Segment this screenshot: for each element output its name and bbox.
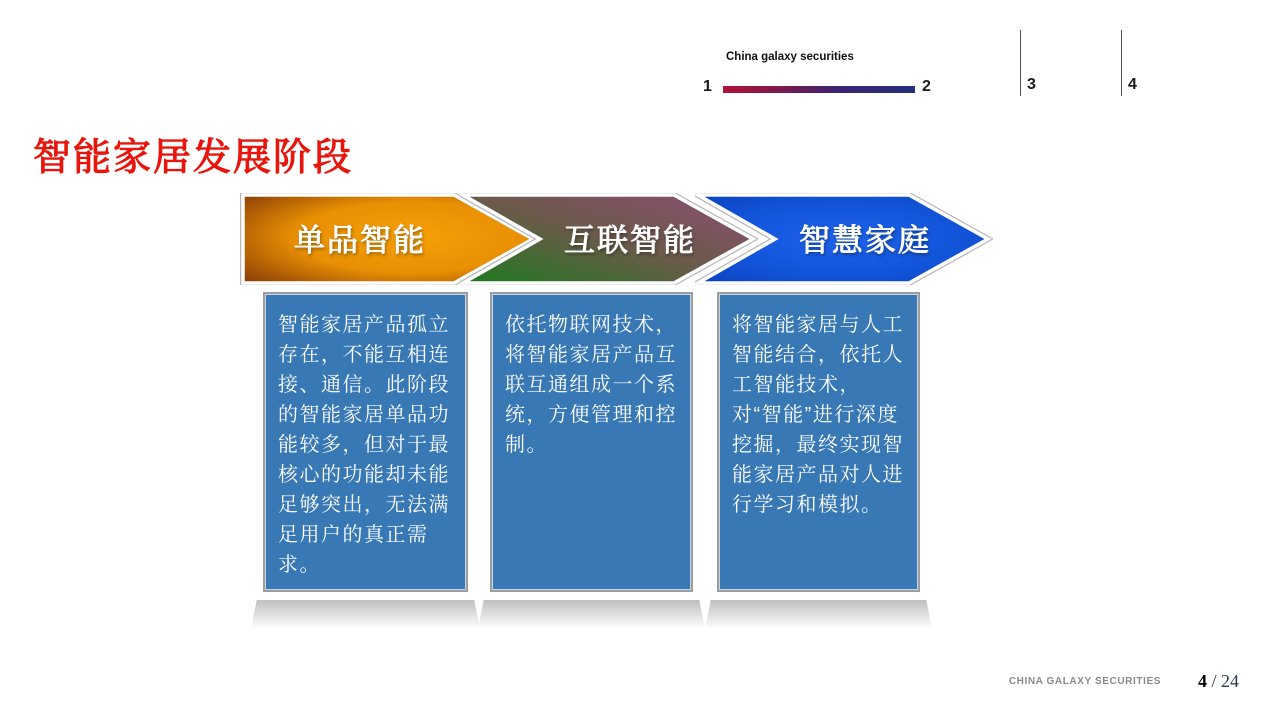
page-number [1198,671,1239,692]
footer-company: CHINA GALAXY SECURITIES [1008,676,1161,687]
stage-description-2: 依托物联网技术，将智能家居产品互联互通组成一个系统，方便管理和控制。 [490,292,693,592]
header-gradient-bar [723,86,915,93]
header-divider-line [1121,30,1122,96]
stage-description-1: 智能家居产品孤立存在，不能互相连接、通信。此阶段的智能家居单品功能较多，但对于最核心的功能却未能足够突出，无法满足用户的真正需求。 [263,292,468,592]
box-shadow-1 [251,600,480,629]
stage-description-3: 将智能家居与人工智能结合，依托人工智能技术，对“智能”进行深度挖掘，最终实现智能家居产品对人进行学习和模拟。 [717,292,920,592]
brand-text: China galaxy securities [726,51,854,63]
header-divider-line [1020,30,1021,96]
box-shadow-3 [705,600,932,629]
page-title: 智能家居发展阶段 [33,137,354,179]
page-current: 4 [1198,671,1207,691]
stage-label-1: 单品智能 [294,222,426,258]
page-separator: / [1211,671,1217,691]
stage-label-2: 互联智能 [564,222,696,258]
step-number-4: 4 [1128,76,1137,93]
step-number-1: 1 [703,78,712,95]
box-shadow-2 [478,600,705,629]
stage-label-3: 智慧家庭 [799,222,931,258]
page-total: 24 [1221,671,1240,691]
step-number-3: 3 [1027,76,1036,93]
step-number-2: 2 [922,78,931,95]
